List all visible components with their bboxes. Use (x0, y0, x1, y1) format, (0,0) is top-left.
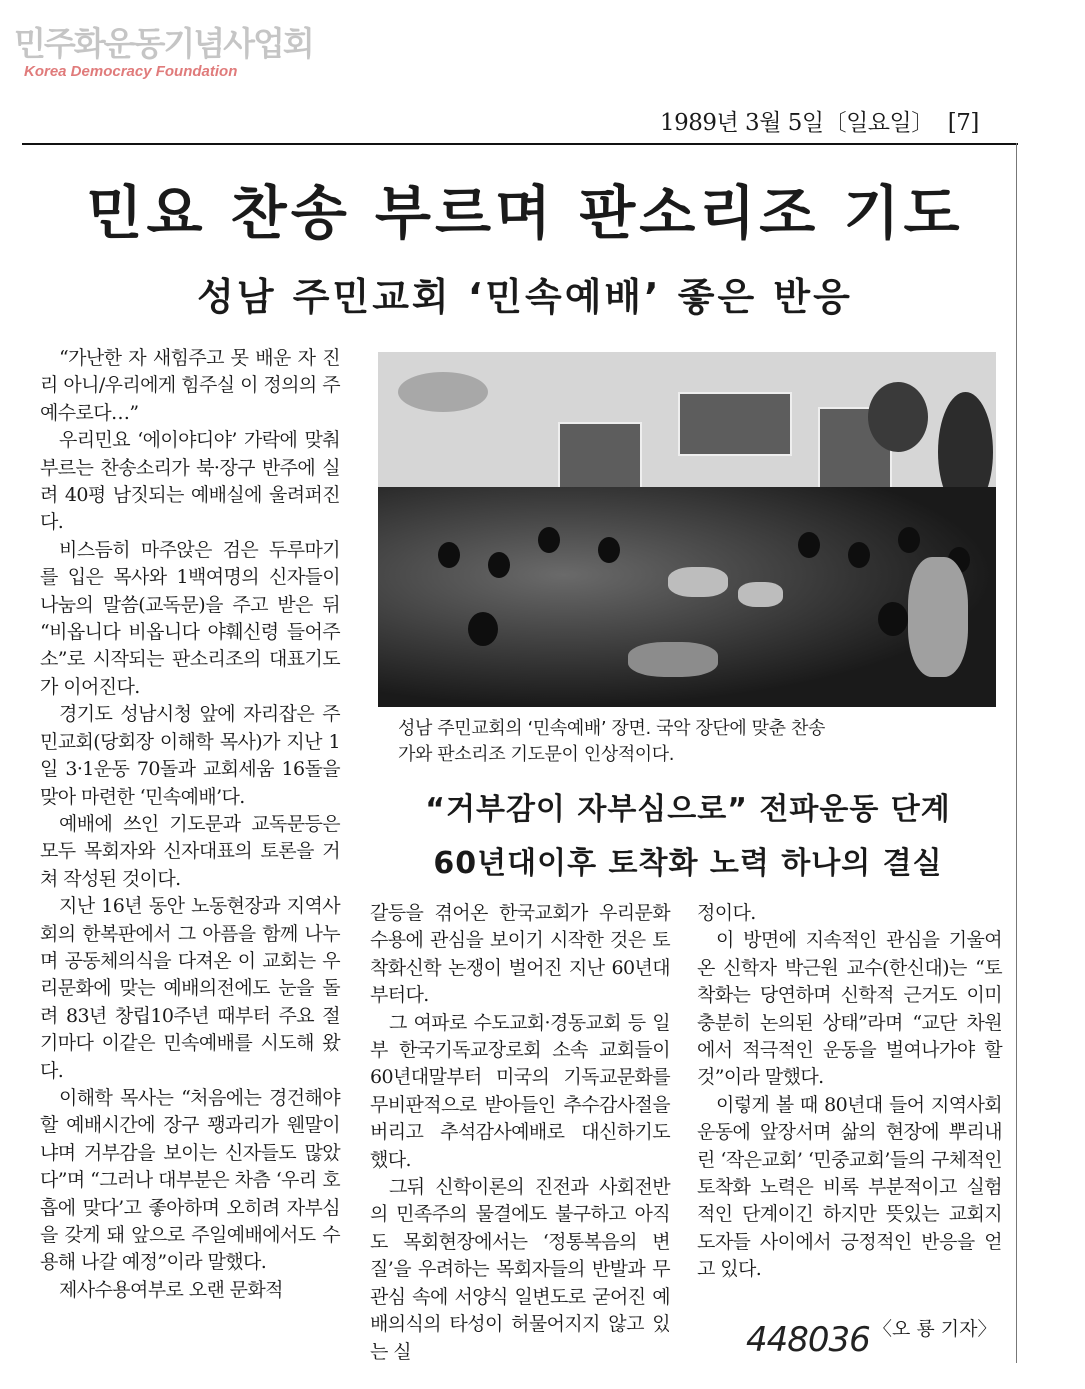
paragraph: 예배에 쓰인 기도문과 교독문등은 모두 목회자와 신자대표의 토론을 거쳐 작성된 것이다. (40, 812, 340, 890)
paragraph: 이렇게 볼 때 80년대 들어 지역사회운동에 앞장서며 삶의 현장에 뿌리내린 ‘작은교회’ ‘민중교회’들의 구체적인 토착화 노력은 비록 부분적이고 실험적인 단계이긴 하지만 뜻있는 교회지도자들 사이에서 긍정적인 반응을 얻고 있다. (697, 1093, 1002, 1281)
right-margin-rule (1016, 143, 1017, 1363)
article-column-1 (40, 345, 340, 1304)
paragraph: 제사수용여부로 오랜 문화적 (59, 1278, 283, 1301)
caption-line-2: 가와 판소리조 기도문이 인상적이다. (398, 744, 675, 765)
worship-photo (378, 352, 996, 707)
page-number: [7] (947, 110, 979, 136)
paragraph: 이해학 목사는 “처음에는 경건해야 할 예배시간에 장구 꽹과리가 웬말이냐며 거부감을 보이는 신자들도 많았다”며 “그러나 대부분은 차츰 ‘우리 호흡에 맞다’고 좋아하며 오히려 자부심을 갖게 돼 앞으로 주일예배에서도 수용해 나갈 예정”이라 말했다. (40, 1086, 340, 1274)
section-headline-2: 60년대이후 토착화 노력 하나의 결실 (433, 846, 943, 881)
paragraph: 경기도 성남시청 앞에 자리잡은 주민교회(당회장 이해학 목사)가 지난 1일 3·1운동 70돌과 교회세움 16돌을 맞아 마련한 ‘민속예배’다. (40, 703, 340, 808)
dateline (660, 104, 979, 137)
paragraph: 그뒤 신학이론의 진전과 사회전반의 민족주의 물결에도 불구하고 아직도 목회현장에서는 ‘정통복음의 변질’을 우려하는 목회자들의 반발과 무관심 속에 서양식 일변도로 굳어진 예배의식의 타성이 허물어지지 않고 있는 실 (370, 1176, 670, 1363)
header-rule (22, 143, 1018, 145)
subheadline: 성남 주민교회 ‘민속예배’ 좋은 반응 (197, 275, 853, 319)
paragraph: 비스듬히 마주앉은 검은 두루마기를 입은 목사와 1백여명의 신자들이 나눔의 말씀(교독문)을 주고 받은 뒤 “비옵니다 비옵니다 야훼신령 들어주소”로 시작되는 판소리조의 대표기도가 이어진다. (40, 538, 340, 698)
photo-caption (398, 716, 978, 768)
paragraph: 지난 16년 동안 노동현장과 지역사회의 한복판에서 그 아픔을 함께 나누며 공동체의식을 다져온 이 교회는 우리문화에 맞는 예배의전에도 눈을 돌려 83년 창립10주년 때부터 주요 절기마다 이같은 민속예배를 시도해 왔다. (40, 895, 340, 1082)
handwritten-archive-number: 448036 (746, 1320, 870, 1360)
issue-date: 1989년 3월 5일〔일요일〕 (660, 110, 934, 136)
paragraph: “가난한 자 새힘주고 못 배운 자 진리 아니/우리에게 힘주실 이 정의의 주 예수로다…” (40, 347, 340, 424)
watermark-korean: 민주화운동기념사업회 (14, 24, 313, 63)
headline: 민요 찬송 부르며 판소리조 기도 (86, 179, 964, 247)
paragraph: 그 여파로 수도교회·경동교회 등 일부 한국기독교장로회 소속 교회들이 60년대말부터 미국의 기독교문화를 무비판적으로 받아들인 추수감사절을 버리고 추석감사예배로 대신하기도 했다. (370, 1011, 670, 1171)
caption-line-1: 성남 주민교회의 ‘민속예배’ 장면. 국악 장단에 맞춘 찬송 (398, 718, 825, 739)
paragraph: 우리민요 ‘에이야디야’ 가락에 맞춰 부르는 찬송소리가 북·장구 반주에 실려 40평 남짓되는 예배실에 울려퍼진다. (40, 429, 340, 534)
watermark-english: Korea Democracy Foundation (24, 63, 238, 80)
section-headline-1: “거부감이 자부심으로” 전파운동 단계 (425, 792, 951, 827)
paragraph: 정이다. (697, 902, 756, 924)
byline: 〈오 룡 기자〉 (873, 1318, 997, 1340)
article-column-2 (370, 900, 670, 1366)
paragraph: 이 방면에 지속적인 관심을 기울여온 신학자 박근원 교수(한신대)는 “토착화는 당연하며 신학적 근거도 이미 충분히 논의된 상태”라며 “교단 차원에서 적극적인 운동을 벌여나가야 할 것”이라 말했다. (697, 929, 1002, 1089)
article-column-3 (697, 900, 1002, 1284)
paragraph: 갈등을 겪어온 한국교회가 우리문화 수용에 관심을 보이기 시작한 것은 토착화신학 논쟁이 벌어진 지난 60년대부터다. (370, 902, 670, 1007)
